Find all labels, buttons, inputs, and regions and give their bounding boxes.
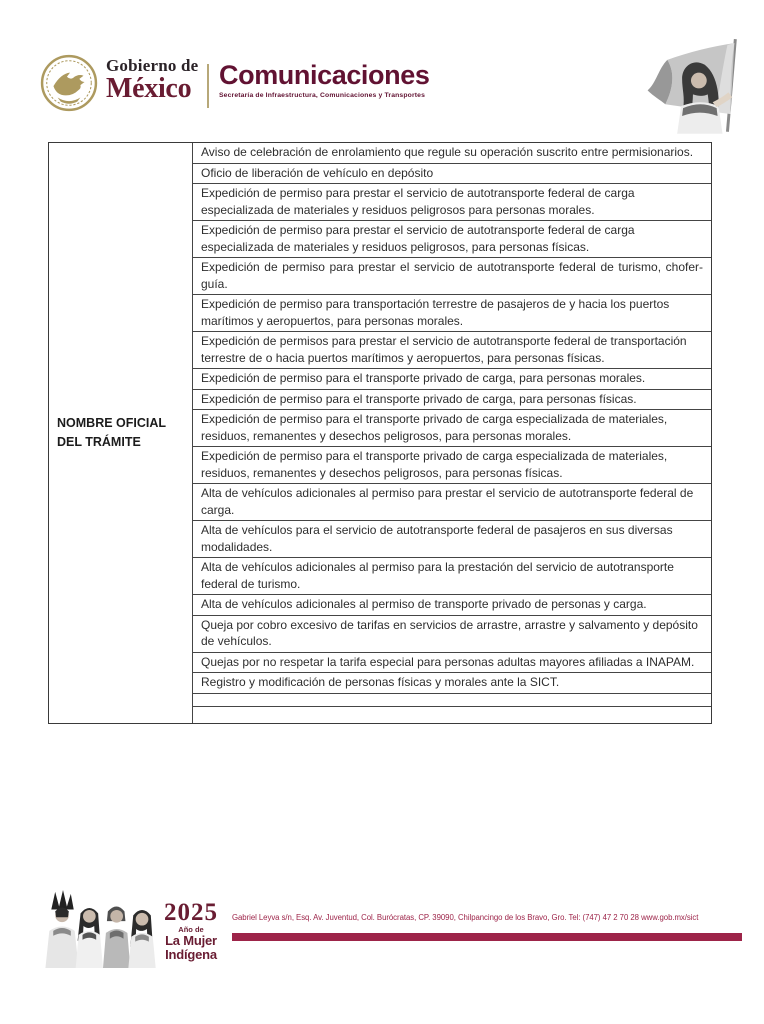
table-row bbox=[193, 295, 711, 332]
table-row bbox=[193, 616, 711, 653]
tramite-text: Expedición de permisos para prestar el servicio de autotransporte federal de transportación terrestre de o hacia puertos marítimos y aeropuertos, para personas físicas. bbox=[201, 334, 687, 365]
year-logo bbox=[158, 900, 224, 962]
year-text: 2025 bbox=[164, 899, 218, 926]
table-row bbox=[193, 595, 711, 616]
table-row bbox=[193, 521, 711, 558]
table-row bbox=[193, 484, 711, 521]
table-row bbox=[193, 653, 711, 674]
year-caption-line3: Indígena bbox=[165, 947, 217, 962]
table-row bbox=[193, 694, 711, 707]
year-caption-line2: La Mujer bbox=[165, 933, 217, 948]
tramite-text: Expedición de permiso para el transporte privado de carga, para personas físicas. bbox=[201, 391, 637, 406]
year-caption-line1: Año de bbox=[178, 925, 204, 934]
indigenous-women-illustration bbox=[44, 888, 162, 968]
tramite-text: Quejas por no respetar la tarifa especial para personas adultas mayores afiliadas a INAPAM. bbox=[201, 654, 695, 669]
secretaria-brand bbox=[219, 61, 429, 99]
tramite-text: Expedición de permiso para el transporte privado de carga, para personas morales. bbox=[201, 371, 646, 385]
tramites-table bbox=[48, 142, 712, 724]
table-row bbox=[193, 558, 711, 595]
tramite-text: Aviso de celebración de enrolamiento que regule su operación suscrito entre permisionarios. bbox=[201, 145, 694, 159]
logo-text bbox=[106, 57, 198, 103]
table-row bbox=[193, 184, 711, 221]
footer-address: Gabriel Leyva s/n, Esq. Av. Juventud, Col. Burócratas, CP. 39090, Chilpancingo de los Bravo, Gro. Tel: (747) 47 2 70 28 www.gob.mx/sict bbox=[232, 913, 699, 922]
logo-line2: México bbox=[106, 73, 192, 104]
table-header-label: NOMBRE OFICIAL DEL TRÁMITE bbox=[57, 415, 166, 449]
brand-name: Comunicaciones bbox=[219, 60, 430, 90]
tramite-text: Expedición de permiso para prestar el servicio de autotransporte federal de carga especializada de materiales y residuos peligrosos, para personas físicas. bbox=[201, 223, 635, 254]
table-row bbox=[193, 164, 711, 185]
table-row bbox=[193, 707, 711, 723]
table-row bbox=[193, 673, 711, 694]
tramite-text: Expedición de permiso para el transporte privado de carga especializada de materiales, residuos, remanentes y desechos peligrosos, para personas físicas. bbox=[201, 449, 668, 480]
footer-accent-bar bbox=[232, 933, 742, 941]
tramite-text: Alta de vehículos adicionales al permiso de transporte privado de personas y carga. bbox=[201, 597, 647, 611]
tramite-text: Alta de vehículos para el servicio de autotransporte federal de pasajeros en sus diversas modalidades. bbox=[201, 523, 673, 554]
table-row bbox=[193, 143, 711, 164]
woman-with-flag-illustration bbox=[620, 30, 758, 136]
logo-line1: Gobierno de bbox=[106, 56, 199, 75]
tramite-text: Alta de vehículos adicionales al permiso para prestar el servicio de autotransporte federal de carga. bbox=[201, 486, 694, 517]
tramite-text: Expedición de permiso para prestar el servicio de autotransporte federal de carga especializada de materiales y residuos peligrosos para personas morales. bbox=[201, 186, 635, 217]
table-row bbox=[193, 447, 711, 484]
tramite-text: Alta de vehículos adicionales al permiso para la prestación del servicio de autotransporte federal de turismo. bbox=[201, 560, 674, 591]
gobierno-mexico-logo bbox=[40, 54, 198, 112]
brand-subtitle: Secretaría de Infraestructura, Comunicaciones y Transportes bbox=[219, 92, 426, 99]
table-row bbox=[193, 390, 711, 411]
tramite-text: Registro y modificación de personas físicas y morales ante la SICT. bbox=[201, 675, 560, 689]
table-row bbox=[193, 258, 711, 295]
table-header-cell bbox=[49, 143, 193, 723]
table-row bbox=[193, 332, 711, 369]
tramite-text: Oficio de liberación de vehículo en depósito bbox=[201, 165, 434, 180]
mexico-eagle-seal-icon bbox=[40, 54, 98, 112]
tramite-text: Expedición de permiso para transportación terrestre de pasajeros de y hacia los puertos marítimos y aeropuertos, para personas morales. bbox=[201, 297, 670, 328]
table-row bbox=[193, 369, 711, 390]
table-row bbox=[193, 221, 711, 258]
tramite-text: Expedición de permiso para prestar el servicio de autotransporte federal de turismo, chofer-guía. bbox=[201, 260, 703, 291]
logo-divider bbox=[207, 64, 209, 108]
table-row bbox=[193, 410, 711, 447]
tramites-rows bbox=[193, 143, 711, 723]
tramite-text: Expedición de permiso para el transporte privado de carga especializada de materiales, residuos, remanentes y desechos peligrosos, para personas morales. bbox=[201, 412, 668, 443]
tramite-text: Queja por cobro excesivo de tarifas en servicios de arrastre, arrastre y salvamento y depósito de vehículos. bbox=[201, 617, 698, 648]
